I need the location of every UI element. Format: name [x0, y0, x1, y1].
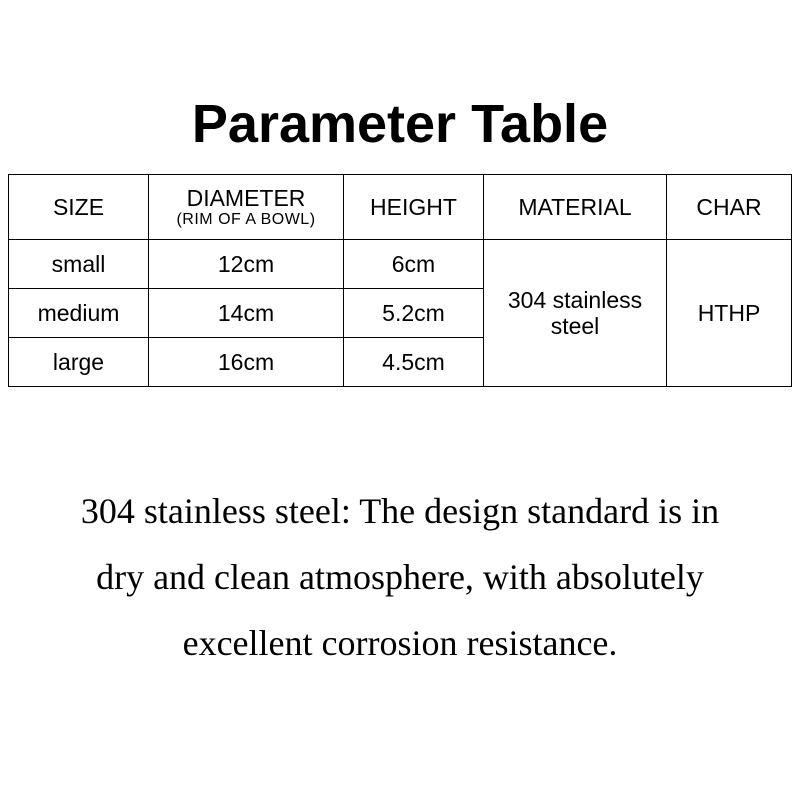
- cell-diameter: 14cm: [149, 289, 344, 338]
- parameter-table: [8, 174, 792, 387]
- cell-size: large: [9, 338, 149, 387]
- description-line-3: excellent corrosion resistance.: [182, 623, 618, 663]
- cell-height: 4.5cm: [344, 338, 484, 387]
- cell-size: small: [9, 240, 149, 289]
- header-material: MATERIAL: [484, 175, 667, 240]
- header-diameter: [149, 175, 344, 240]
- cell-char: HTHP: [667, 240, 792, 387]
- description-line-2: dry and clean atmosphere, with absolutely: [96, 557, 704, 597]
- header-char: CHAR: [667, 175, 792, 240]
- cell-height: 5.2cm: [344, 289, 484, 338]
- cell-material: [484, 240, 667, 387]
- cell-diameter: 12cm: [149, 240, 344, 289]
- material-line-1: 304 stainless: [507, 287, 643, 313]
- page-title: Parameter Table: [191, 94, 609, 154]
- header-height: HEIGHT: [344, 175, 484, 240]
- cell-height: 6cm: [344, 240, 484, 289]
- description-line-1: 304 stainless steel: The design standard is in: [80, 491, 720, 531]
- header-diameter-note: (RIM OF A BOWL): [176, 211, 316, 228]
- header-size: SIZE: [9, 175, 149, 240]
- table-header-row: [9, 175, 792, 240]
- cell-diameter: 16cm: [149, 338, 344, 387]
- table-row: [9, 240, 792, 289]
- cell-size: medium: [9, 289, 149, 338]
- header-diameter-label: DIAMETER: [186, 185, 306, 211]
- material-description: [0, 478, 800, 676]
- material-line-2: steel: [550, 313, 600, 339]
